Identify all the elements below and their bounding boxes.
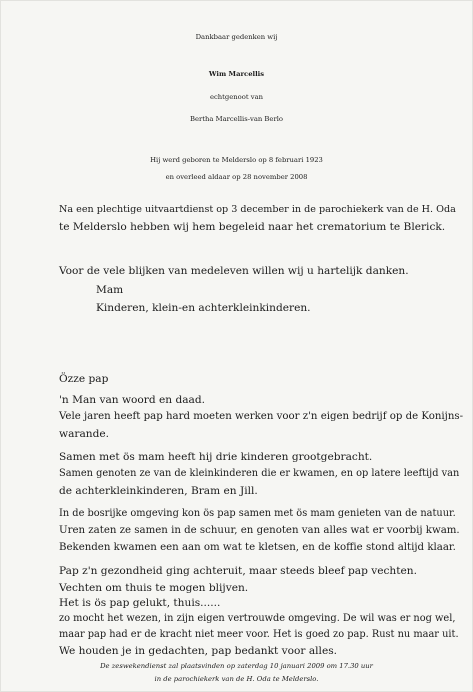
service-line-1: Na een plechtige uitvaartdienst op 3 december in de parochiekerk van de H. Oda [59, 204, 456, 215]
signature-family: Kinderen, klein-en achterkleinkinderen. [96, 302, 311, 314]
poem-line: Vele jaren heeft pap hard moeten werken voor z'n eigen bedrijf op de Konijns- [59, 411, 464, 422]
footer-line-2: in de parochiekerk van de H. Oda te Melderslo. [154, 675, 319, 683]
poem-line: Pap z'n gezondheid ging achteruit, maar steeds bleef pap vechten. [59, 565, 417, 577]
poem-title: Özze pap [59, 373, 109, 385]
deceased-name: Wim Marcellis [208, 70, 265, 78]
poem-line: zo mocht het wezen, in zijn eigen vertrouwde omgeving. De wil was er nog wel, [59, 613, 456, 624]
footer-line-1: De zeswekendienst zal plaatsvinden op zaterdag 10 januari 2009 om 17.30 uur [100, 662, 373, 670]
poem-line: In de bosrijke omgeving kon ös pap samen met ös mam genieten van de natuur. [59, 508, 456, 519]
poem-line: Samen met ös mam heeft hij drie kinderen grootgebracht. [59, 451, 373, 463]
poem-line: Het is ös pap gelukt, thuis...... [59, 597, 221, 609]
relation-text: echtgenoot van [209, 93, 264, 101]
poem-line: We houden je in gedachten, pap bedankt voor alles. [59, 645, 338, 657]
spouse-name: Bertha Marcellis-van Berlo [190, 115, 283, 123]
poem-line: de achterkleinkinderen, Bram en Jill. [59, 485, 258, 497]
signature-mam: Mam [96, 284, 124, 296]
intro-text: Dankbaar gedenken wij [195, 33, 278, 41]
poem-line: Bekenden kwamen een aan om wat te kletsen, en de koffie stond altijd klaar. [59, 542, 456, 553]
thanks-line: Voor de vele blijken van medeleven willen wij u hartelijk danken. [59, 265, 409, 277]
poem-line: 'n Man van woord en daad. [59, 394, 206, 406]
poem-line: warande. [59, 428, 110, 440]
poem-line: maar pap had er de kracht niet meer voor. Het is goed zo pap. Rust nu maar uit. [59, 629, 459, 640]
poem-line: Samen genoten ze van de kleinkinderen die er kwamen, en op latere leeftijd van [59, 468, 460, 479]
birth-line: Hij werd geboren te Melderslo op 8 februari 1923 [150, 156, 323, 164]
poem-line: Uren zaten ze samen in de schuur, en genoten van alles wat er voorbij kwam. [59, 525, 460, 536]
service-line-2: te Melderslo hebben wij hem begeleid naar het crematorium te Blerick. [59, 221, 446, 233]
death-line: en overleed aldaar op 28 november 2008 [165, 173, 308, 181]
poem-line: Vechten om thuis te mogen blijven. [59, 582, 249, 594]
